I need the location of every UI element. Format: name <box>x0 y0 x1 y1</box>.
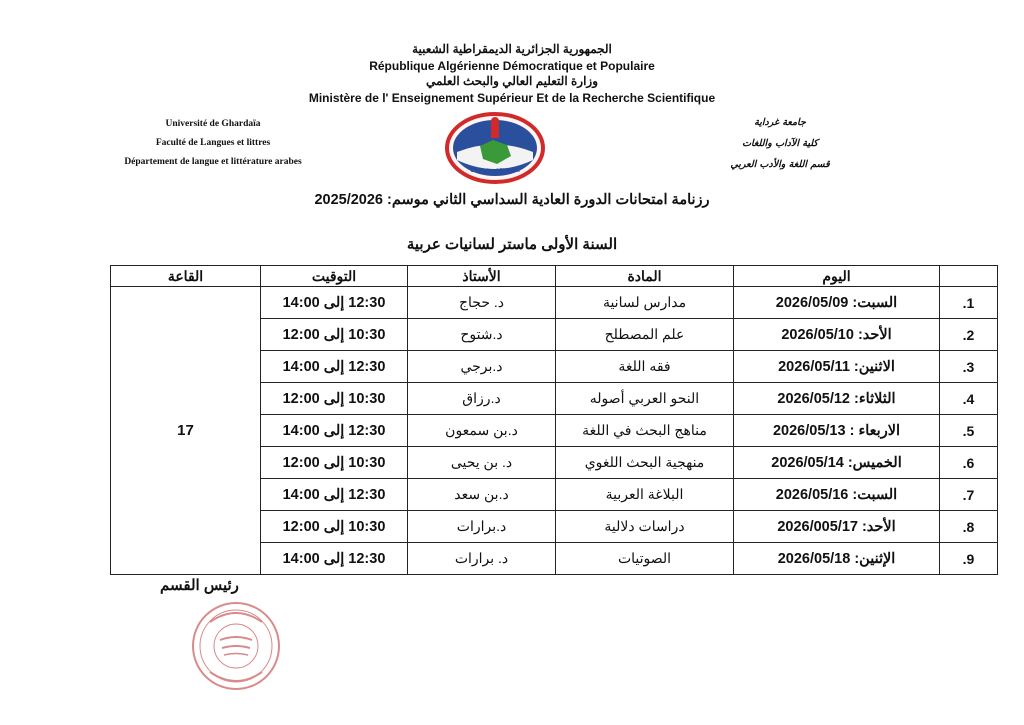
table-header-row <box>111 266 998 287</box>
row-time: 12:30 إلى 14:00 <box>261 543 408 575</box>
row-teacher: د.بن سمعون <box>408 415 556 447</box>
logo-caption: University of Ghardaia <box>470 168 520 174</box>
exam-schedule-table <box>110 265 998 575</box>
row-teacher: د.بن سعد <box>408 479 556 511</box>
faculty-name-fr: Faculté de Langues et littres <box>155 138 271 148</box>
faculty-name-ar: كلية الآداب واللغات <box>742 138 818 149</box>
header-time: التوقيت <box>261 266 408 287</box>
table-row <box>111 287 998 319</box>
row-subject: مناهج البحث في اللغة <box>556 415 734 447</box>
row-day: الاثنين: 2026/05/11 <box>734 351 940 383</box>
row-subject: النحو العربي أصوله <box>556 383 734 415</box>
header-fr-ministry: Ministère de l' Enseignement Supérieur Et de la Recherche Scientifique <box>308 91 716 105</box>
row-day: السبت: 2026/05/16 <box>734 479 940 511</box>
row-subject: دراسات دلالية <box>556 511 734 543</box>
header-subject: المادة <box>556 266 734 287</box>
row-time: 10:30 إلى 12:00 <box>261 511 408 543</box>
row-subject: مدارس لسانية <box>556 287 734 319</box>
department-stamp <box>190 600 282 692</box>
header-ar-ministry: وزارة التعليم العالي والبحث العلمي <box>425 74 599 88</box>
row-num: 7. <box>940 479 998 511</box>
row-subject: الصوتيات <box>556 543 734 575</box>
row-day: الأحد: 2026/005/17 <box>734 511 940 543</box>
row-num: 2. <box>940 319 998 351</box>
row-day: السبت: 2026/05/09 <box>734 287 940 319</box>
hall-cell: 17 <box>111 287 261 575</box>
row-num: 6. <box>940 447 998 479</box>
header-ar-republic: الجمهورية الجزائرية الديمقراطية الشعبية <box>412 42 612 56</box>
header-day: اليوم <box>734 266 940 287</box>
row-time: 12:30 إلى 14:00 <box>261 287 408 319</box>
row-time: 10:30 إلى 12:00 <box>261 383 408 415</box>
row-teacher: د.رزاق <box>408 383 556 415</box>
row-teacher: د.برارات <box>408 511 556 543</box>
row-teacher: د. برارات <box>408 543 556 575</box>
row-num: 8. <box>940 511 998 543</box>
row-time: 10:30 إلى 12:00 <box>261 447 408 479</box>
row-num: 5. <box>940 415 998 447</box>
header-num <box>940 266 998 287</box>
row-teacher: د.برجي <box>408 351 556 383</box>
department-name-fr: Département de langue et littérature arabes <box>124 157 302 167</box>
university-name-fr: Université de Ghardaïa <box>165 119 261 129</box>
row-subject: البلاغة العربية <box>556 479 734 511</box>
row-teacher: د. بن يحيى <box>408 447 556 479</box>
university-logo <box>445 112 545 184</box>
university-name-ar: جامعة غرداية <box>754 117 806 128</box>
row-day: الاربعاء : 2026/05/13 <box>734 415 940 447</box>
row-day: الثلاثاء: 2026/05/12 <box>734 383 940 415</box>
row-time: 12:30 إلى 14:00 <box>261 479 408 511</box>
row-time: 10:30 إلى 12:00 <box>261 319 408 351</box>
header-fr-republic: République Algérienne Démocratique et Populaire <box>369 59 655 73</box>
row-teacher: د. حجاج <box>408 287 556 319</box>
institution-ar-block <box>720 112 840 175</box>
header-hall: القاعة <box>111 266 261 287</box>
row-num: 1. <box>940 287 998 319</box>
institution-fr-block <box>118 115 308 172</box>
row-subject: منهجية البحث اللغوي <box>556 447 734 479</box>
row-subject: فقه اللغة <box>556 351 734 383</box>
row-teacher: د.شتوح <box>408 319 556 351</box>
schedule-subtitle: السنة الأولى ماستر لسانيات عربية <box>406 236 618 253</box>
row-day: الخميس: 2026/05/14 <box>734 447 940 479</box>
row-day: الإثنين: 2026/05/18 <box>734 543 940 575</box>
row-day: الأحد: 2026/05/10 <box>734 319 940 351</box>
department-head-label: رئيس القسم <box>160 577 239 594</box>
header-teacher: الأستاذ <box>408 266 556 287</box>
row-time: 12:30 إلى 14:00 <box>261 351 408 383</box>
row-time: 12:30 إلى 14:00 <box>261 415 408 447</box>
row-num: 4. <box>940 383 998 415</box>
row-num: 9. <box>940 543 998 575</box>
schedule-title: رزنامة امتحانات الدورة العادية السداسي الثاني موسم: 2025/2026 <box>314 192 710 208</box>
row-subject: علم المصطلح <box>556 319 734 351</box>
department-name-ar: قسم اللغة والأدب العربي <box>730 159 830 170</box>
row-num: 3. <box>940 351 998 383</box>
